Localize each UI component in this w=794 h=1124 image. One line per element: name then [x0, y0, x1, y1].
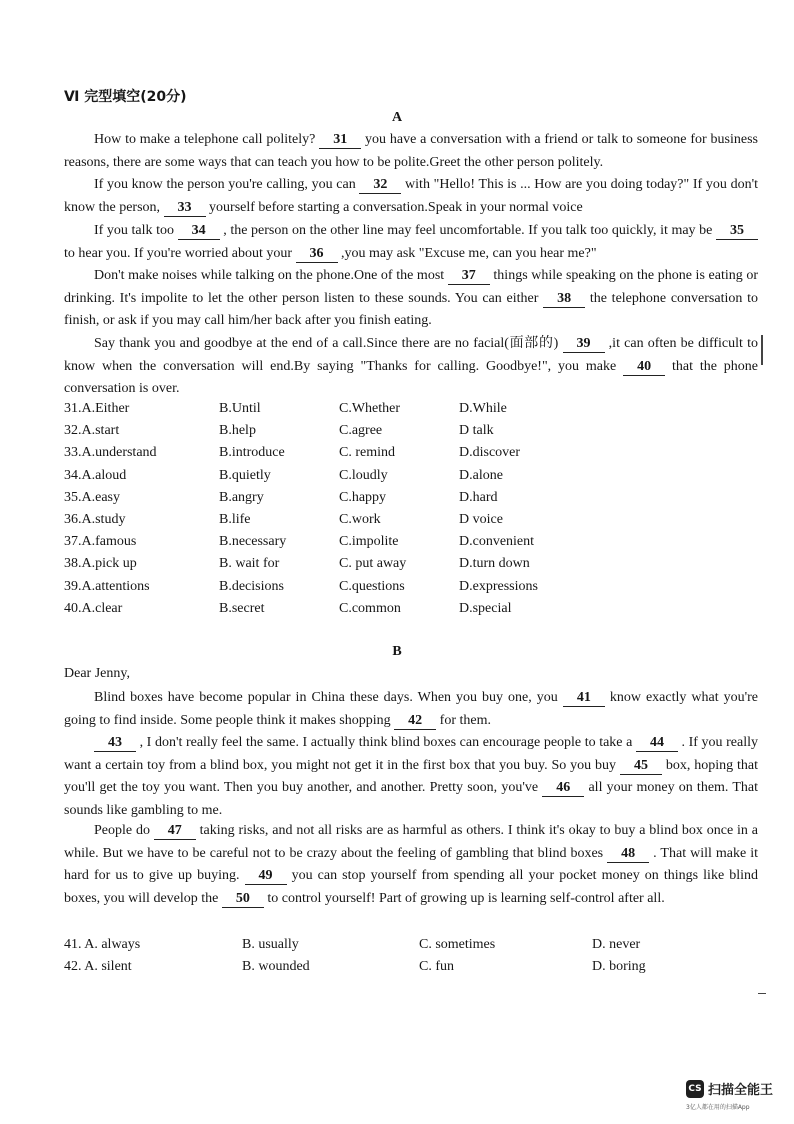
letter-greeting: Dear Jenny,	[64, 666, 130, 681]
option-choice: 38.A.pick up	[64, 556, 137, 572]
option-choice: D.hard	[459, 489, 498, 505]
answer-blank-37: 37	[448, 268, 490, 285]
paragraph-text: all your money on them. That sounds like gambling to me.	[64, 780, 759, 818]
answer-blank-46: 46	[542, 780, 584, 797]
part-a-paragraph-5	[64, 333, 758, 401]
paragraph-text: taking risks, and not all risks are as harmful as others. I think it's okay to buy a blind box once in a while. But we have to be careful not to be crazy about the feeling of gambling that blind boxes	[64, 823, 758, 861]
option-choice: D talk	[459, 423, 494, 439]
paragraph-text: for them.	[436, 712, 491, 728]
paragraph-text: If you talk too	[94, 223, 178, 238]
option-row	[64, 553, 764, 575]
paragraph-text: , I don't really feel the same. I actually think blind boxes can encourage people to take a	[136, 735, 636, 750]
answer-blank-45: 45	[620, 758, 662, 775]
paragraph-text: box, hoping that you'll get the toy you want. Then you buy another, and another. Pretty soon, you've	[64, 757, 758, 796]
answer-blank-39: 39	[563, 336, 605, 353]
answer-blank-38: 38	[543, 291, 585, 308]
scan-edge-mark	[761, 335, 763, 365]
part-a-paragraph-1	[64, 129, 758, 174]
section-title: Ⅵ 完型填空(20分)	[64, 89, 187, 105]
option-choice: C. put away	[339, 556, 407, 572]
paragraph-text: you have a conversation with a friend or talk to someone for business reasons, there are some ways that can teach you how to be polite.Greet the other person politely.	[64, 132, 758, 170]
option-choice: B.quietly	[219, 467, 271, 483]
part-a-paragraph-4	[64, 265, 758, 333]
answer-blank-32: 32	[359, 177, 401, 194]
option-choice: C. remind	[339, 445, 395, 461]
answer-blank-40: 40	[623, 359, 665, 376]
option-choice: 40.A.clear	[64, 600, 123, 616]
paragraph-text: things while speaking on the phone is eating or drinking. It's impolite to let the other person listen to these sounds. You can either	[64, 268, 759, 306]
paragraph-text: People do	[94, 823, 154, 838]
option-choice: B. wait for	[219, 556, 280, 572]
paragraph-text: ,you may ask "Excuse me, can you hear me?"	[337, 245, 597, 261]
part-a-paragraph-2	[64, 174, 758, 219]
option-choice: C.happy	[339, 489, 387, 505]
option-choice: B.introduce	[219, 445, 285, 461]
answer-blank-44: 44	[636, 735, 678, 752]
answer-blank-41: 41	[563, 690, 605, 707]
part-a-paragraph-3	[64, 220, 758, 265]
paragraph-text: Blind boxes have become popular in China these days. When you buy one, you	[94, 690, 563, 705]
option-choice: C. fun	[419, 959, 454, 975]
paragraph-text: . That will make it hard for us to give up buying.	[64, 845, 758, 884]
part-b-paragraph-3	[64, 820, 758, 910]
part-b-paragraph-1	[64, 687, 758, 732]
option-choice: B.life	[219, 511, 251, 527]
paragraph-text: If you know the person you're calling, you can	[94, 177, 360, 192]
option-row	[64, 420, 764, 442]
option-choice: C.Whether	[339, 401, 401, 416]
paragraph-text: the telephone conversation to finish, or ask if you may call him/her back after you finish eating.	[64, 290, 758, 329]
option-choice: C.impolite	[339, 534, 399, 550]
scan-edge-dash	[758, 993, 766, 994]
option-choice: C.loudly	[339, 467, 388, 483]
option-choice: 39.A.attentions	[64, 578, 150, 594]
option-choice: D. boring	[592, 959, 646, 975]
option-choice: D.special	[459, 600, 512, 616]
option-choice: B.help	[219, 423, 256, 439]
paragraph-text: to control yourself! Part of growing up is learning self-control after all.	[263, 890, 665, 906]
option-choice: B.decisions	[219, 578, 284, 594]
part-b-paragraph-2	[64, 732, 758, 822]
option-choice: B.necessary	[219, 534, 287, 550]
option-choice: 41. A. always	[64, 937, 141, 952]
scanner-watermark	[686, 1078, 786, 1118]
answer-blank-31: 31	[319, 132, 361, 149]
option-choice: B. wounded	[242, 959, 310, 975]
paragraph-text: you can stop yourself from spending all your pocket money on things like blind boxes, you will develop the	[64, 868, 759, 906]
option-choice: B.angry	[219, 489, 264, 505]
answer-blank-50: 50	[222, 891, 264, 908]
option-choice: 31.A.Either	[64, 401, 130, 416]
answer-blank-47: 47	[154, 823, 196, 840]
answer-blank-48: 48	[607, 846, 649, 863]
option-choice: B.Until	[219, 401, 261, 416]
answer-blank-49: 49	[245, 868, 287, 885]
option-row	[64, 956, 764, 978]
answer-blank-43: 43	[94, 735, 136, 752]
paragraph-text: . If you really want a certain toy from a blind box, you might not get it in the first box that you buy. So you buy	[64, 735, 759, 773]
option-row	[64, 465, 764, 487]
option-row	[64, 442, 764, 464]
option-choice: C.common	[339, 600, 401, 616]
answer-blank-36: 36	[296, 246, 338, 263]
part-b-options	[64, 934, 764, 978]
option-row	[64, 934, 764, 956]
option-choice: 36.A.study	[64, 511, 126, 527]
paragraph-text: How to make a telephone call politely?	[94, 132, 320, 147]
paragraph-text: yourself before starting a conversation.Speak in your normal voice	[205, 199, 583, 215]
option-row	[64, 576, 764, 598]
option-choice: 33.A.understand	[64, 445, 157, 461]
paragraph-text: Don't make noises while talking on the phone.One of the most	[94, 268, 448, 283]
option-choice: 37.A.famous	[64, 534, 137, 550]
option-choice: 42. A. silent	[64, 959, 132, 975]
part-b-heading: B	[392, 644, 402, 659]
paragraph-text: ,it can often be difficult to know when the conversation will end.By saying "Thanks for calling. Goodbye!", you make	[64, 336, 758, 374]
option-choice: D voice	[459, 511, 503, 527]
option-choice: C.agree	[339, 423, 383, 439]
option-choice: D. never	[592, 937, 641, 952]
option-choice: D.convenient	[459, 534, 535, 550]
option-row	[64, 531, 764, 553]
option-row	[64, 487, 764, 509]
option-choice: D.turn down	[459, 556, 530, 572]
option-choice: C. sometimes	[419, 937, 496, 952]
option-row	[64, 398, 764, 420]
option-choice: D.While	[459, 401, 507, 416]
part-a-heading: A	[391, 110, 403, 125]
paragraph-text: know exactly what you're going to find inside. Some people think it makes shopping	[64, 690, 758, 728]
watermark-tagline: 3亿人都在用的扫描App	[686, 1104, 750, 1111]
paragraph-text: , the person on the other line may feel uncomfortable. If you talk too quickly, it may be	[219, 223, 716, 238]
option-choice: C.work	[339, 511, 381, 527]
answer-blank-33: 33	[164, 200, 206, 217]
paragraph-text: to hear you. If you're worried about your	[64, 245, 296, 261]
paragraph-text: Say thank you and goodbye at the end of a call.Since there are no facial(面部的)	[94, 336, 563, 351]
paragraph-text: with "Hello! This is ... How are you doing today?" If you don't know the person,	[64, 177, 758, 215]
option-choice: D.alone	[459, 467, 503, 483]
answer-blank-35: 35	[716, 223, 758, 240]
part-a-options	[64, 398, 764, 620]
camscanner-logo-icon: CS	[686, 1080, 704, 1098]
option-choice: D.expressions	[459, 578, 538, 594]
option-row	[64, 509, 764, 531]
option-choice: 32.A.start	[64, 423, 120, 439]
paragraph-text: that the phone conversation is over.	[64, 358, 759, 397]
option-choice: B.secret	[219, 600, 265, 616]
watermark-app-name: 扫描全能王	[708, 1083, 774, 1098]
answer-blank-42: 42	[394, 713, 436, 730]
answer-blank-34: 34	[178, 223, 220, 240]
option-choice: B. usually	[242, 937, 299, 952]
option-row	[64, 598, 764, 620]
option-choice: C.questions	[339, 578, 405, 594]
option-choice: 34.A.aloud	[64, 467, 127, 483]
option-choice: 35.A.easy	[64, 489, 120, 505]
option-choice: D.discover	[459, 445, 521, 461]
